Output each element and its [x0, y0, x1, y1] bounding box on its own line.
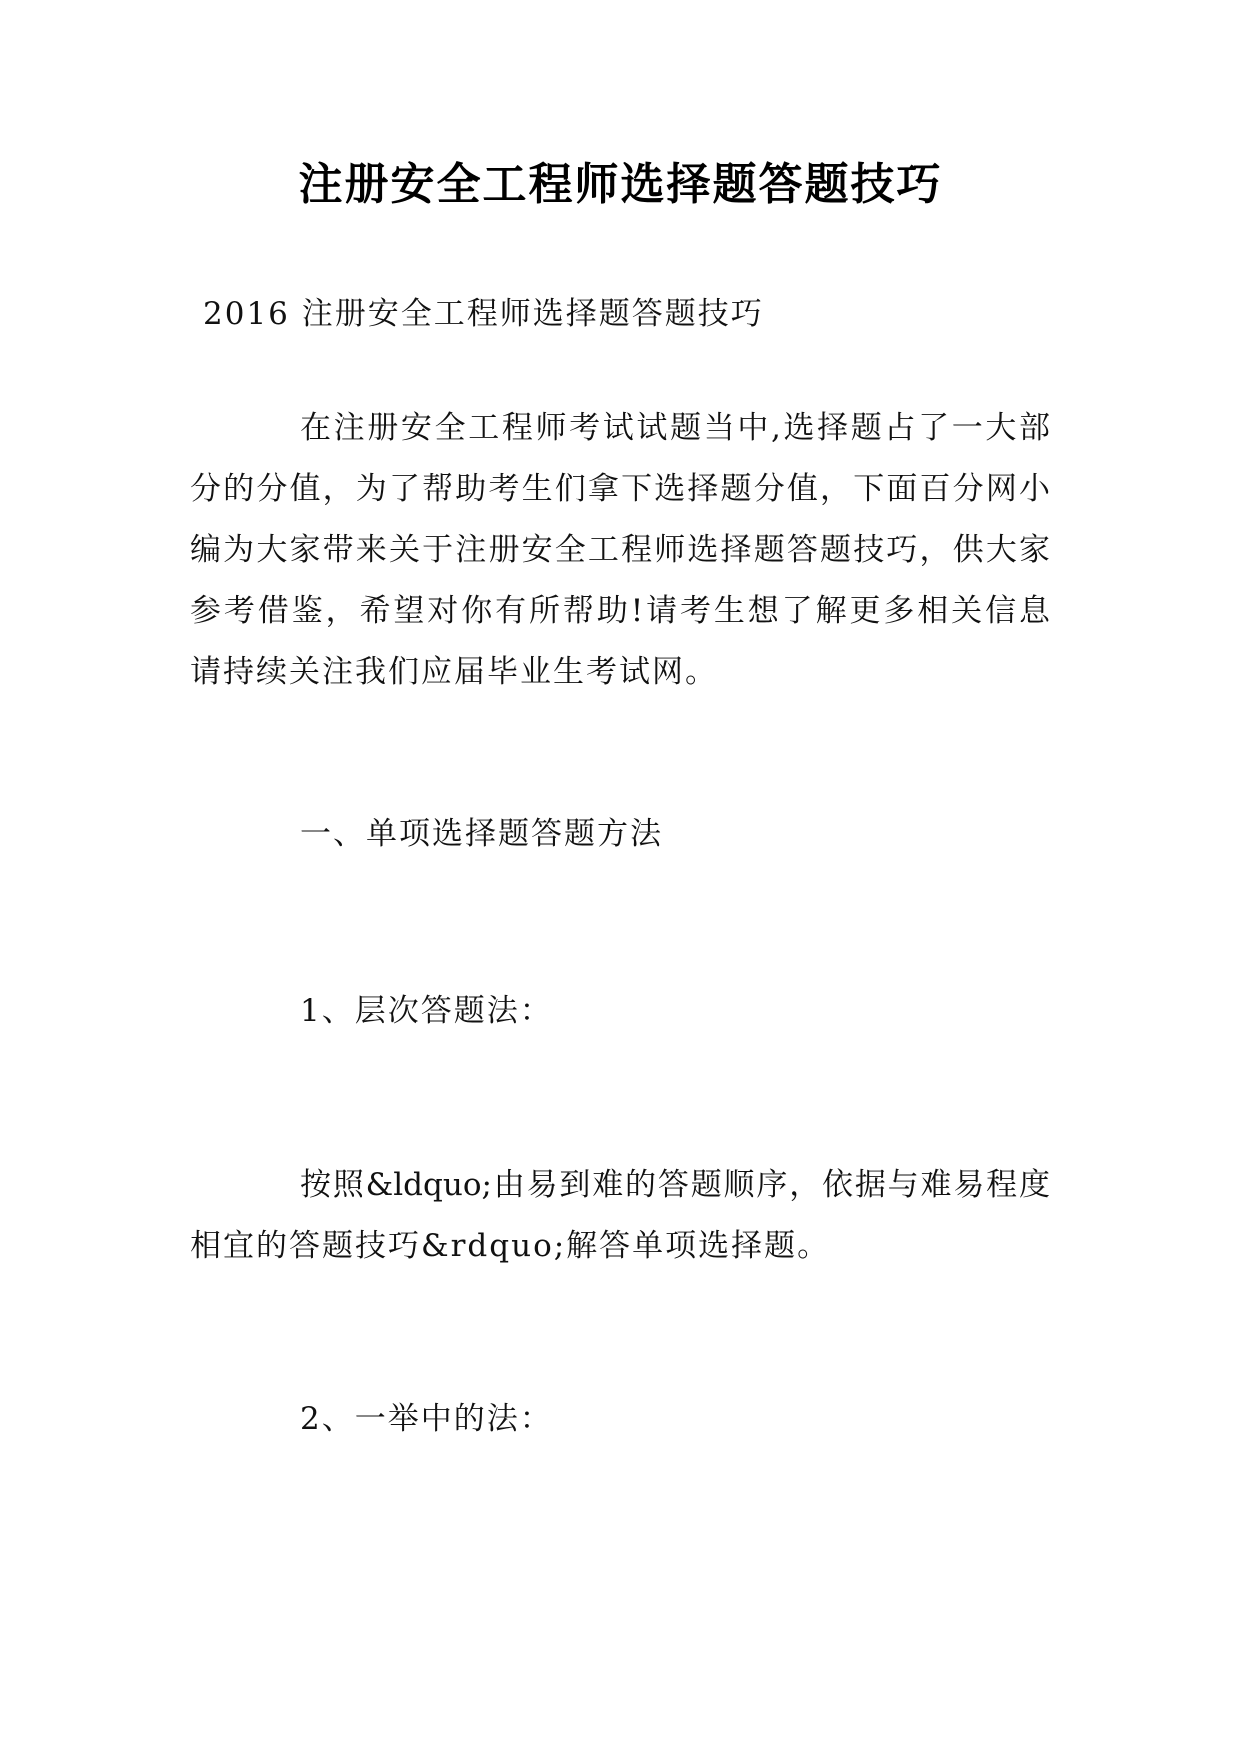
- document-title: 注册安全工程师选择题答题技巧: [298, 159, 943, 210]
- intro-line: 编为大家带来关于注册安全工程师选择题答题技巧，供大家: [190, 532, 1050, 568]
- method-heading: 2、一举中的法：: [300, 1401, 553, 1437]
- intro-line: 在注册安全工程师考试试题当中,选择题占了一大部: [300, 410, 1050, 446]
- document-subtitle: 2016 注册安全工程师选择题答题技巧: [203, 296, 764, 332]
- section-heading: 一、单项选择题答题方法: [300, 816, 663, 852]
- intro-line: 分的分值，为了帮助考生们拿下选择题分值，下面百分网小: [190, 471, 1050, 507]
- method-heading: 1、层次答题法：: [300, 993, 553, 1029]
- intro-line: 参考借鉴，希望对你有所帮助!请考生想了解更多相关信息: [190, 593, 1050, 629]
- method-paragraph-line: 相宜的答题技巧&rdquo;解答单项选择题。: [190, 1228, 831, 1264]
- intro-line: 请持续关注我们应届毕业生考试网。: [190, 654, 718, 690]
- method-paragraph-line: 按照&ldquo;由易到难的答题顺序，依据与难易程度: [300, 1167, 1050, 1203]
